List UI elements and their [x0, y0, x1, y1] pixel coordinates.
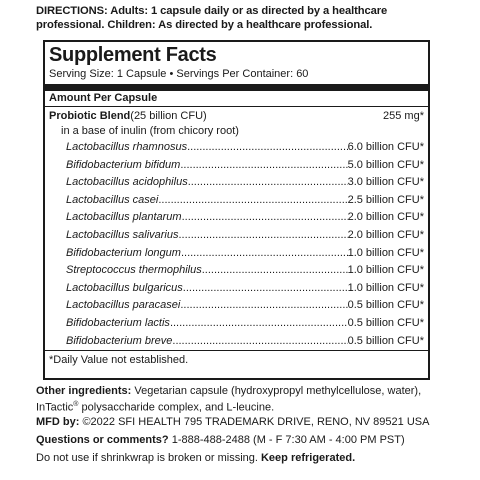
thin-divider	[45, 350, 428, 351]
strain-name: Lactobacillus rhamnosus	[66, 141, 188, 153]
questions-text: 1-888-488-2488 (M - F 7:30 AM - 4:00 PM PST)	[168, 434, 405, 446]
strain-row	[49, 192, 424, 210]
other-ingredients-text: Vegetarian capsule (hydroxypropyl methylcellulose, water),	[131, 385, 422, 397]
blend-base: in a base of inulin (from chicory root)	[61, 125, 239, 137]
refrigerate-note: Keep refrigerated.	[260, 452, 356, 464]
leader-dots	[180, 157, 347, 175]
leader-dots	[187, 139, 348, 157]
thin-divider	[45, 106, 428, 107]
supplement-facts-panel	[43, 40, 430, 380]
strain-row	[49, 297, 424, 315]
blend-name: Probiotic Blend	[49, 110, 131, 122]
strain-amount: 5.0 billion CFU*	[347, 158, 424, 171]
strain-amount: 3.0 billion CFU*	[347, 176, 424, 189]
strain-amount: 1.0 billion CFU*	[347, 246, 424, 259]
strain-name: Bifidobacterium bifidum	[66, 158, 181, 171]
strain-amount: 0.5 billion CFU*	[347, 316, 424, 329]
strain-row	[49, 227, 424, 245]
strain-row	[49, 333, 424, 351]
strain-row	[49, 262, 424, 280]
strain-row	[49, 157, 424, 175]
leader-dots	[188, 174, 348, 192]
mfd-text: ©2022 SFI HEALTH 795 TRADEMARK DRIVE, RENO, NV 89521 USA	[79, 416, 430, 428]
leader-dots	[183, 280, 348, 298]
strain-amount: 1.0 billion CFU*	[347, 281, 424, 294]
leader-dots	[182, 209, 348, 227]
strain-name: Lactobacillus plantarum	[66, 211, 182, 224]
strain-name: Lactobacillus bulgaricus	[66, 281, 183, 294]
leader-dots	[181, 245, 348, 263]
strain-amount: 2.0 billion CFU*	[347, 211, 424, 224]
strain-name: Bifidobacterium breve	[66, 334, 173, 347]
directions-text: DIRECTIONS: Adults: 1 capsule daily or as directed by a healthcare professional. Children: As directed by a healthcare professional.	[36, 5, 388, 31]
thick-divider	[45, 84, 428, 91]
other-ingredients	[36, 384, 456, 415]
other-ingredients-label: Other ingredients:	[36, 385, 132, 397]
footnote: *Daily Value not established.	[49, 354, 189, 367]
leader-dots	[172, 333, 347, 351]
strain-name: Bifidobacterium lactis	[66, 316, 170, 329]
strain-row	[49, 280, 424, 298]
warning-text: Do not use if shrinkwrap is broken or missing.	[36, 452, 261, 464]
strain-amount: 0.5 billion CFU*	[347, 299, 424, 312]
strain-list	[49, 139, 424, 350]
warning-line	[36, 451, 456, 465]
strain-amount: 1.0 billion CFU*	[347, 264, 424, 277]
strain-row	[49, 139, 424, 157]
strain-row	[49, 174, 424, 192]
leader-dots	[158, 192, 347, 210]
registered-mark: ®	[73, 401, 79, 408]
strain-name: Lactobacillus acidophilus	[66, 176, 188, 189]
mfd-label: MFD by:	[36, 416, 80, 428]
blend-amount: 255 mg*	[383, 110, 424, 122]
leader-dots	[179, 227, 348, 245]
serving-info: Serving Size: 1 Capsule • Servings Per Container: 60	[49, 68, 309, 80]
leader-dots	[170, 315, 348, 333]
blend-detail: (25 billion CFU)	[130, 110, 207, 122]
amount-header: Amount Per Capsule	[49, 92, 158, 104]
strain-row	[49, 245, 424, 263]
strain-name: Streptococcus thermophilus	[66, 264, 202, 277]
strain-name: Bifidobacterium longum	[66, 246, 181, 259]
blend-row	[49, 109, 424, 124]
strain-name: Lactobacillus casei	[66, 193, 159, 206]
questions-line	[36, 433, 456, 447]
strain-amount: 6.0 billion CFU*	[347, 141, 424, 153]
strain-row	[49, 315, 424, 333]
strain-amount: 2.0 billion CFU*	[347, 228, 424, 241]
brand-name: InTactic	[36, 401, 74, 414]
leader-dots	[180, 297, 347, 315]
leader-dots	[202, 262, 348, 280]
strain-name: Lactobacillus paracasei	[66, 299, 181, 312]
questions-label: Questions or comments?	[36, 434, 169, 446]
strain-row	[49, 209, 424, 227]
strain-name: Lactobacillus salivarius	[66, 228, 179, 241]
strain-amount: 0.5 billion CFU*	[347, 334, 424, 347]
facts-title: Supplement Facts	[49, 44, 217, 66]
strain-amount: 2.5 billion CFU*	[347, 193, 424, 206]
other-ingredients-text-2: polysaccharide complex, and L-leucine.	[78, 401, 275, 414]
manufacturer-line	[36, 415, 456, 429]
